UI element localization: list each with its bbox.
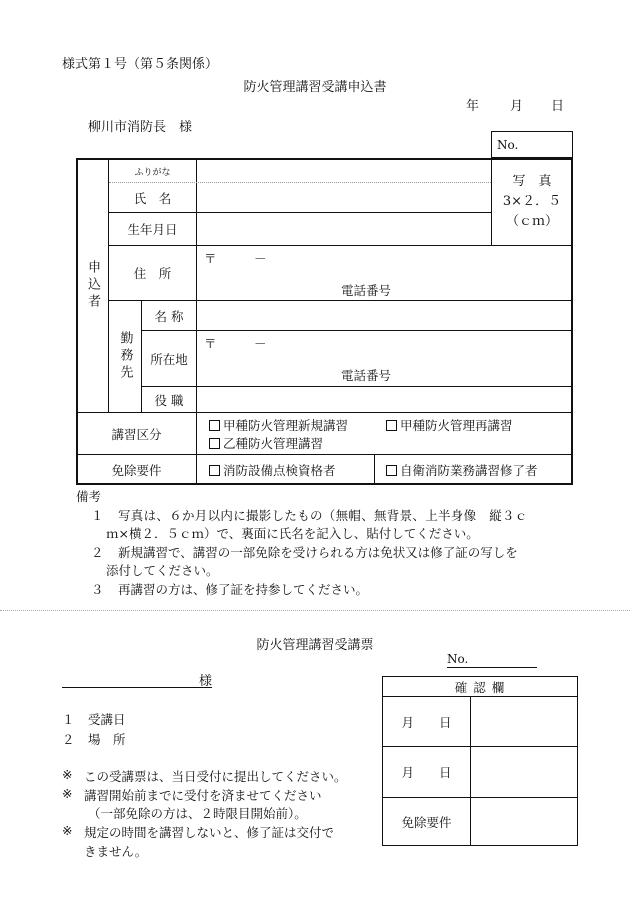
confirm-row-2-field[interactable]	[471, 747, 577, 797]
exemption-option-inspector[interactable]: 消防設備点検資格者	[209, 461, 336, 479]
confirm-header: 確 認 欄	[454, 679, 506, 695]
dob-label: 生年月日	[127, 222, 178, 237]
workplace-position-field[interactable]	[197, 387, 572, 412]
ticket-name-field[interactable]	[62, 670, 212, 688]
remark-3-num: ３	[91, 582, 104, 597]
checkbox[interactable]	[209, 465, 220, 476]
date-day-label: 日	[551, 99, 565, 114]
confirm-row-1-field[interactable]	[471, 697, 577, 746]
remark-2-num: ２	[91, 545, 104, 560]
ticket-note-2-mark: ※	[62, 786, 73, 801]
ticket-title: 防火管理講習受講票	[256, 638, 374, 653]
remark-3-line-1: 再講習の方は、修了証を持参してください。	[118, 582, 369, 597]
ticket-note-2-line-2: （一部免除の方は、２時限目開始前）。	[88, 806, 307, 821]
no-label: No.	[497, 138, 519, 152]
workplace-location-field[interactable]	[197, 331, 572, 386]
ticket-note-3-line-1: 規定の時間を講習しないと、修了証は交付で	[84, 825, 335, 840]
course-type-label: 講習区分	[111, 426, 162, 442]
form-title: 防火管理講習受講申込書	[243, 80, 387, 95]
date-month-label: 月	[510, 99, 524, 114]
workplace-name-field[interactable]	[197, 301, 572, 330]
ticket-field-2-num: ２	[62, 732, 75, 747]
workplace-phone-label: 電話番号	[341, 368, 392, 383]
workplace-position-label: 役 職	[154, 392, 184, 408]
ticket-note-2-line-1: 講習開始前までに受付を済ませてください	[84, 788, 322, 803]
checkbox[interactable]	[386, 465, 397, 476]
address-phone-label: 電話番号	[341, 283, 392, 298]
ticket-no-field[interactable]	[447, 651, 537, 668]
course-option-b[interactable]: 乙種防火管理講習	[209, 434, 323, 452]
name-label: 氏 名	[133, 190, 172, 206]
remark-2-line-1: 新規講習で、講習の一部免除を受けられる方は免状又は修了証の写しを	[118, 545, 518, 560]
name-field[interactable]	[197, 183, 490, 212]
remark-2-line-2: 添付してください。	[106, 563, 219, 578]
workplace-location-label: 所在地	[150, 351, 188, 367]
no-box[interactable]	[491, 131, 573, 158]
workplace-name-label: 名 称	[154, 308, 184, 324]
addressee: 柳川市消防長 様	[88, 120, 193, 135]
ticket-no-label: No.	[447, 652, 469, 666]
confirm-row-3-label: 免除要件	[401, 814, 452, 830]
ticket-field-2-label: 場 所	[88, 732, 126, 747]
workplace-postal-mark: 〒 －	[204, 336, 267, 351]
workplace-label: 勤務先	[117, 331, 133, 382]
applicant-label: 申込者	[85, 260, 100, 311]
ticket-note-3-line-2: きません。	[84, 844, 148, 859]
form-number: 様式第１号（第５条関係）	[62, 57, 219, 72]
date-year-label: 年	[466, 99, 480, 114]
ticket-note-3-mark: ※	[62, 823, 73, 838]
remarks-heading: 備考	[76, 489, 102, 504]
checkbox[interactable]	[209, 420, 220, 431]
photo-size: 3×２．５	[502, 194, 562, 209]
course-option-refresher-a[interactable]: 甲種防火管理再講習	[386, 416, 513, 434]
ticket-field-1-label: 受講日	[88, 712, 126, 727]
exemption-option-self-defense[interactable]: 自衛消防業務講習修了者	[386, 461, 538, 479]
ticket-note-1-mark: ※	[62, 767, 73, 782]
ticket-sama: 様	[198, 674, 212, 689]
confirm-row-2-label: 月 日	[401, 765, 452, 780]
address-postal-mark: 〒 －	[204, 251, 267, 266]
dob-field[interactable]	[197, 213, 490, 245]
remark-1-line-1: 写真は、６か月以内に撮影したもの（無帽、無背景、上半身像 縦３ｃ	[118, 508, 528, 523]
ticket-field-1-num: １	[62, 712, 75, 727]
remark-1-num: １	[91, 508, 104, 523]
confirm-row-3-field[interactable]	[471, 798, 577, 845]
photo-box[interactable]	[492, 159, 572, 245]
remark-1-line-2: ｍ×横２．５ｃｍ）で、裏面に氏名を記入し、貼付してください。	[106, 526, 479, 541]
checkbox[interactable]	[209, 438, 220, 449]
photo-unit: （ｃｍ）	[505, 214, 558, 229]
cut-line	[0, 610, 630, 611]
course-option-new-a[interactable]: 甲種防火管理新規講習	[209, 416, 348, 434]
address-label: 住 所	[133, 266, 172, 281]
ticket-note-1-line-1: この受講票は、当日受付に提出してください。	[84, 769, 347, 784]
checkbox[interactable]	[386, 420, 397, 431]
address-field[interactable]	[197, 246, 572, 300]
photo-label: 写 真	[512, 174, 552, 189]
exemption-label: 免除要件	[111, 462, 162, 478]
furigana-field[interactable]	[197, 160, 490, 182]
furigana-label: ふりがな	[134, 167, 171, 178]
confirm-row-1-label: 月 日	[401, 714, 452, 730]
